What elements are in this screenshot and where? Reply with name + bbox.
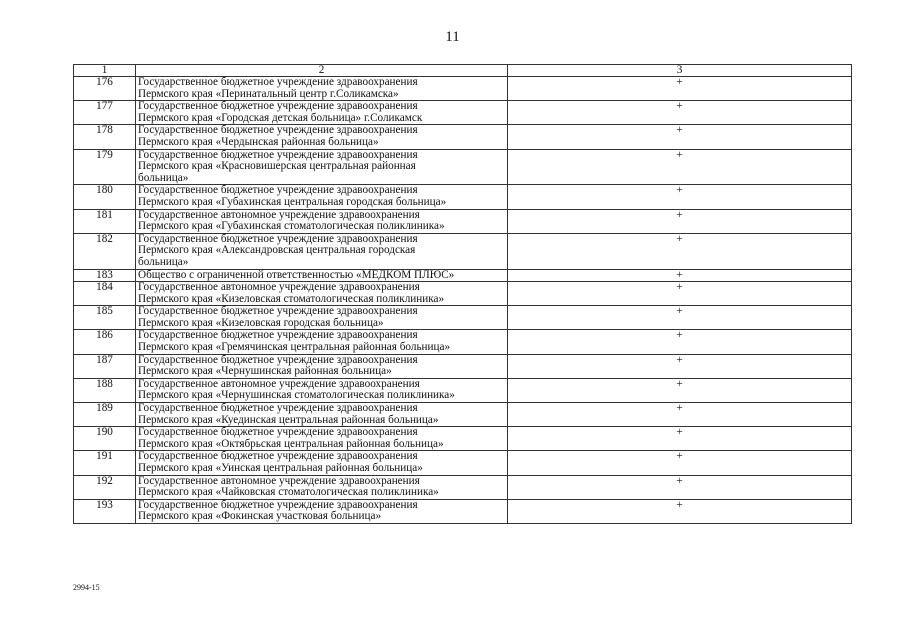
registry-table [73,64,852,524]
page-number: 11 [445,29,460,45]
organization-name [136,354,508,378]
organization-name-line: Государственное бюджетное учреждение здравоохранения [138,498,418,511]
table-row [74,451,852,475]
organization-name-line: Пермского края «Городская детская больница» г.Соликамск [138,111,423,124]
participation-mark: + [508,269,852,282]
row-number: 191 [74,451,136,475]
organization-name-line: Пермского края «Губахинская центральная городская больница» [138,195,447,208]
organization-name-line: Общество с ограниченной ответственностью «МЕДКОМ ПЛЮС» [138,268,455,281]
organization-name-line: больница» [138,255,189,268]
row-number: 183 [74,269,136,282]
row-number: 179 [74,149,136,185]
organization-name [136,451,508,475]
participation-mark: + [508,354,852,378]
organization-name [136,499,508,523]
table-row [74,378,852,402]
table-row [74,185,852,209]
organization-name-line: Пермского края «Гремячинская центральная районная больница» [138,341,451,354]
participation-mark: + [508,233,852,269]
table-row [74,269,852,282]
organization-name-line: Государственное автономное учреждение здравоохранения [138,377,420,390]
organization-name-line: Государственное автономное учреждение здравоохранения [138,208,420,221]
organization-name [136,475,508,499]
organization-name [136,378,508,402]
organization-name-line: Пермского края «Кизеловская стоматологическая поликлиника» [138,292,445,305]
organization-name-line: Государственное бюджетное учреждение здравоохранения [138,450,418,463]
row-number: 186 [74,330,136,354]
column-header-1: 1 [74,65,136,77]
organization-name [136,149,508,185]
row-number: 187 [74,354,136,378]
participation-mark: + [508,475,852,499]
organization-name-line: Пермского края «Октябрьская центральная районная больница» [138,437,444,450]
row-number: 177 [74,101,136,125]
organization-name [136,185,508,209]
table-header-row [74,65,852,77]
organization-name [136,77,508,101]
organization-name-line: Государственное бюджетное учреждение здравоохранения [138,232,418,245]
organization-name [136,233,508,269]
row-number: 192 [74,475,136,499]
table-row [74,282,852,306]
organization-name-line: Государственное бюджетное учреждение здравоохранения [138,76,418,88]
table-row [74,427,852,451]
organization-name-line: Государственное бюджетное учреждение здравоохранения [138,402,418,415]
participation-mark: + [508,499,852,523]
row-number: 182 [74,233,136,269]
footer-code: 2994-15 [73,583,100,592]
column-header-3: 3 [508,65,852,77]
row-number: 184 [74,282,136,306]
organization-name [136,306,508,330]
organization-name-line: Пермского края «Чернушинская стоматологическая поликлиника» [138,389,455,402]
column-header-2: 2 [136,65,508,77]
organization-name [136,125,508,149]
organization-name-line: Пермского края «Куединская центральная районная больница» [138,413,439,426]
participation-mark: + [508,451,852,475]
row-number: 176 [74,77,136,101]
row-number: 181 [74,209,136,233]
participation-mark: + [508,306,852,330]
table-row [74,403,852,427]
participation-mark: + [508,77,852,101]
organization-name-line: Государственное бюджетное учреждение здравоохранения [138,184,418,197]
participation-mark: + [508,282,852,306]
organization-name-line: больница» [138,171,189,184]
participation-mark: + [508,403,852,427]
organization-name-line: Государственное бюджетное учреждение здравоохранения [138,353,418,366]
row-number: 185 [74,306,136,330]
table-row [74,354,852,378]
organization-name-line: Пермского края «Фокинская участковая больница» [138,510,382,523]
table-body [74,77,852,524]
participation-mark: + [508,149,852,185]
organization-name-line: Государственное бюджетное учреждение здравоохранения [138,148,418,161]
participation-mark: + [508,330,852,354]
organization-name [136,403,508,427]
row-number: 180 [74,185,136,209]
organization-name-line: Пермского края «Александровская центральная городская [138,244,416,257]
organization-name-line: Государственное бюджетное учреждение здравоохранения [138,124,418,137]
organization-name-line: Государственное бюджетное учреждение здравоохранения [138,100,418,113]
table-row [74,149,852,185]
table-row [74,125,852,149]
organization-name [136,427,508,451]
row-number: 189 [74,403,136,427]
organization-name-line: Пермского края «Чердынская районная больница» [138,135,379,148]
organization-name-line: Пермского края «Уинская центральная районная больница» [138,462,423,474]
organization-name [136,101,508,125]
organization-name [136,330,508,354]
table-row [74,101,852,125]
table-row [74,330,852,354]
row-number: 193 [74,499,136,523]
organization-name-line: Пермского края «Чайковская стоматологическая поликлиника» [138,486,439,499]
organization-name-line: Государственное автономное учреждение здравоохранения [138,281,420,294]
organization-name-line: Государственное бюджетное учреждение здравоохранения [138,305,418,318]
organization-name [136,269,508,282]
participation-mark: + [508,101,852,125]
participation-mark: + [508,209,852,233]
organization-name-line: Государственное автономное учреждение здравоохранения [138,474,420,487]
organization-name-line: Государственное бюджетное учреждение здравоохранения [138,329,418,342]
organization-name-line: Пермского края «Красновишерская центральная районная [138,160,416,173]
participation-mark: + [508,378,852,402]
table-row [74,77,852,101]
table-row [74,475,852,499]
row-number: 178 [74,125,136,149]
table-row [74,209,852,233]
row-number: 190 [74,427,136,451]
organization-name-line: Пермского края «Перинатальный центр г.Соликамска» [138,87,399,100]
table-row [74,233,852,269]
organization-name-line: Государственное бюджетное учреждение здравоохранения [138,426,418,439]
table-row [74,499,852,523]
organization-name-line: Пермского края «Чернушинская районная больница» [138,365,392,378]
participation-mark: + [508,125,852,149]
table-row [74,306,852,330]
participation-mark: + [508,185,852,209]
organization-name [136,282,508,306]
organization-name-line: Пермского края «Губахинская стоматологическая поликлиника» [138,220,445,233]
organization-name-line: Пермского края «Кизеловская городская больница» [138,316,384,329]
participation-mark: + [508,427,852,451]
row-number: 188 [74,378,136,402]
organization-name [136,209,508,233]
